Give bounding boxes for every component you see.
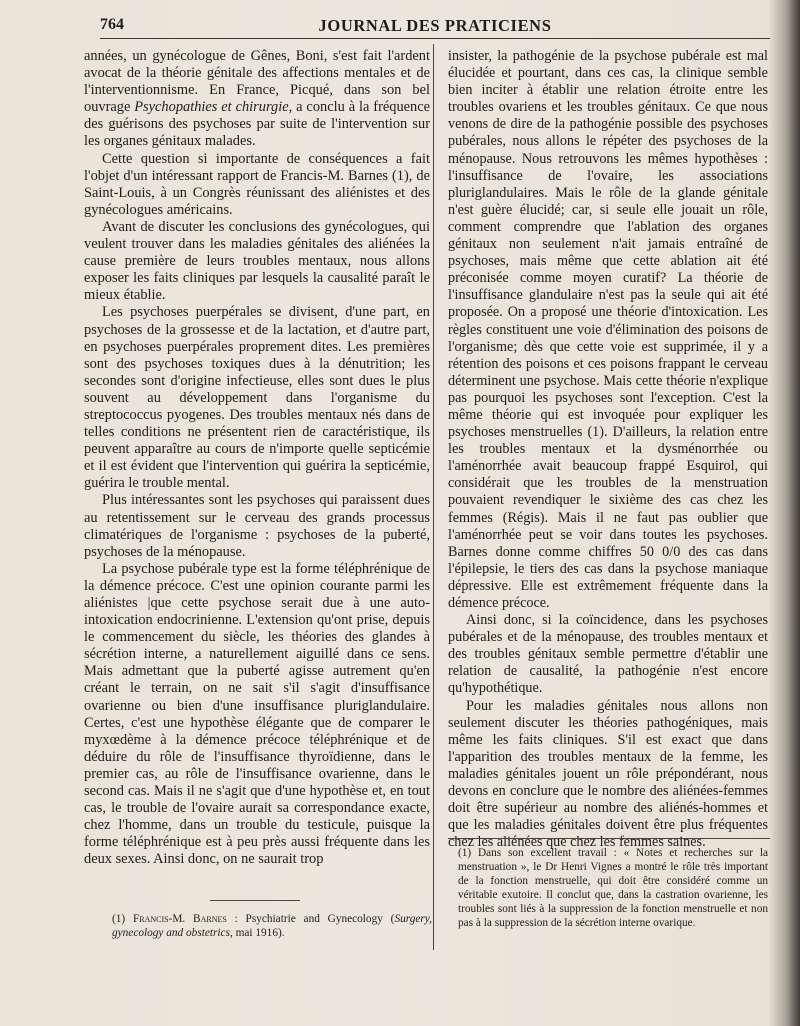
paragraph-gynecologist-boni bbox=[84, 48, 430, 151]
paragraph-menopause-psychoses: insister, la pathogénie de la psychose pubérale est mal élucidée et pourtant, dans ces cas, la clinique semble bien inciter à établir une relation étroite entre les troubles ovariens et les troubles génitaux. Ce que nous venons de dire de la pathogénie possible des psychoses pubérales, nous allons le répéter des psychoses de la ménopause. Nous retrouvons les mêmes hypothèses : l'insuffisance de l'ovaire, les associations pluriglandulaires. Mais le rôle de la glande génitale n'est guère élucidé; car, si seule elle jouait un rôle, comment comprendre que l'ablation des organes génitaux non seulement n'ait jamais entraîné de psychoses, mais même que cette ablation ait été préconisée comme moyen curatif? La théorie de l'insuffisance glandulaire n'est pas la seule qui ait été proposée. On a proposé une théorie d'intoxication. Les règles constituent une voie d'élimination des poisons de l'organisme; dès que cette voie est supprimée, il y a rétention des poisons et ces poisons frappant le cerveau déterminent une psychose. Mais cette théorie n'explique pas pourquoi les psychoses sont l'exception. C'est la même théorie qui est invoquée pour expliquer les psychoses menstruelles (1). D'ailleurs, la relation entre les troubles mentaux et la dysménorrhée ou l'aménorrhée avait beaucoup frappé Esquirol, qui considérait que les troubles de la menstruation pouvaient revendiquer le sixième des cas chez les femmes (Régis). Mais il ne faut pas oublier que l'aménorrhée peut se voir dans toutes les psychoses. Barnes donne comme chiffres 50 0/0 des cas dans l'épilepsie, le tiers des cas dans la psychose maniaque dépressive. Elle est extrêmement fréquente dans la démence précoce. bbox=[448, 48, 768, 611]
footnote-vignes: (1) Dans son excellent travail : « Notes et recherches sur la menstruation », le Dr Henri Vignes a montré le rôle très important de la fonction menstruelle, qui doit être considéré comme un véritable exutoire. Il conclut que, dans la castration ovarienne, les troubles sont liés à la suppression de la fonction menstruelle et non pas à la suppression de la sécrétion interne ovarique. bbox=[458, 847, 768, 929]
footnote-journal: Surgery, gynecology and obstetrics bbox=[112, 913, 433, 939]
journal-title: JOURNAL DES PRATICIENS bbox=[318, 16, 552, 35]
paragraph-puerperal-psychoses: Les psychoses puerpérales se divisent, d'une part, en psychoses de la grossesse et de la lactation, et d'autre part, en psychoses puerpérales proprement dites. Les premières sont des psychoses toxiques dues à la dénutrition; les secondes sont d'origine infectieuse, elles sont dues le plus souvent au développement dans l'organisme du streptococcus pyogenes. Des troubles mentaux nés dans de telles conditions ne présentent rien de caractéristique, ils peuvent apparaître au cours de n'importe quelle septicémie et il est évident que l'intervention qui guérira la septicémie, guérira le trouble mental. bbox=[84, 304, 430, 492]
paragraph-barnes-report: Cette question si importante de conséquences a fait l'objet d'un intéressant rapport de Francis-M. Barnes (1), de Saint-Louis, à un Congrès réunissant des aliénistes et des gynécologues américains. bbox=[84, 150, 430, 218]
paragraph-climacteric-psychoses: Plus intéressantes sont les psychoses qui paraissent dues au retentissement sur le cerveau des grands processus climatériques de l'organisme : psychoses de la puberté, psychoses de la ménopause. bbox=[84, 492, 430, 560]
footnote-rule bbox=[210, 900, 300, 901]
paragraph-causality-hypothesis: Ainsi donc, si la coïncidence, dans les psychoses pubérales et de la ménopause, des troubles mentaux et des troubles génitaux semble permettre d'établir une relation de causalité, la pathogénie n'est encore qu'hypothétique. bbox=[448, 612, 768, 697]
running-header bbox=[100, 14, 770, 44]
right-column bbox=[448, 48, 768, 851]
footnote-text: : Psychiatrie and Gynecology ( bbox=[226, 913, 395, 925]
paragraph-text: années, un gynécologue de Gênes, Boni, s'est fait l'ardent avocat de la théorie génitale des affections mentales et de l'interventionnisme. En France, Picqué, dans son bel ouvrage bbox=[84, 48, 430, 116]
paragraph-text: , a conclu à la fréquence des guérisons des psychoses par suite de l'intervention sur les organes génitaux malades. bbox=[84, 99, 431, 150]
header-rule bbox=[100, 38, 770, 39]
footnote-number: (1) bbox=[112, 913, 133, 925]
left-column bbox=[84, 48, 430, 869]
paragraph-pubertal-psychosis: La psychose pubérale type est la forme téléphrénique de la démence précoce. C'est une opinion courante parmi les aliénistes |que cette psychose serait due à une auto-intoxication endocrinienne. L'extension qu'ont prise, depuis le commencement du siècle, les théories des glandes à sécrétion interne, a naturellement aiguillé dans ce sens. Mais admettant que la puberté agisse autrement qu'en créant le terrain, on ne sait s'il s'agit d'insuffisance ovarienne ou bien d'une insuffisance pluriglandulaire. Certes, c'est une hypothèse élégante que de comparer le myxœdème à la démence précoce téléphrénique et de déduire du rôle de l'insuffisance thyroïdienne, dans le premier cas, au rôle de l'insuffisance ovarienne, dans le second cas. Mais il ne s'agit que d'une hypothèse et, en tout cas, le trouble de l'ovaire aurait sa correspondance exacte, chez l'homme, dans un trouble du testicule, puisque la forme téléphrénique est à peu près aussi fréquente dans les deux sexes. Ainsi donc, on ne saurait trop bbox=[84, 560, 430, 868]
footnote-author: Francis-M. Barnes bbox=[132, 913, 227, 925]
footnote-barnes bbox=[112, 912, 432, 940]
footnote-text: , mai 1916). bbox=[229, 927, 285, 939]
footnote-rule bbox=[448, 838, 770, 839]
page-edge-shadow bbox=[768, 0, 800, 1026]
book-title: Psychopathies et chirurgie bbox=[134, 99, 289, 116]
paragraph-clinical-facts: Avant de discuter les conclusions des gynécologues, qui veulent trouver dans les maladies génitales des aliénées la cause première de leurs troubles mentaux, nous allons exposer les faits cliniques par lesquels la causalité paraît le mieux établie. bbox=[84, 218, 430, 304]
column-divider bbox=[433, 44, 434, 950]
page-number: 764 bbox=[100, 16, 124, 33]
paragraph-genital-diseases: Pour les maladies génitales nous allons non seulement discuter les théories pathogéniques, mais même les faits cliniques. S'il est exact que dans l'apparition des troubles mentaux de la femme, les maladies génitales jouent un rôle prépondérant, nous devons en conclure que le nombre des aliénées-femmes doit être supérieur au nombre des aliénés-hommes et que les maladies génitales doivent être plus fréquentes chez les aliénées que chez les femmes saines. bbox=[448, 697, 768, 851]
